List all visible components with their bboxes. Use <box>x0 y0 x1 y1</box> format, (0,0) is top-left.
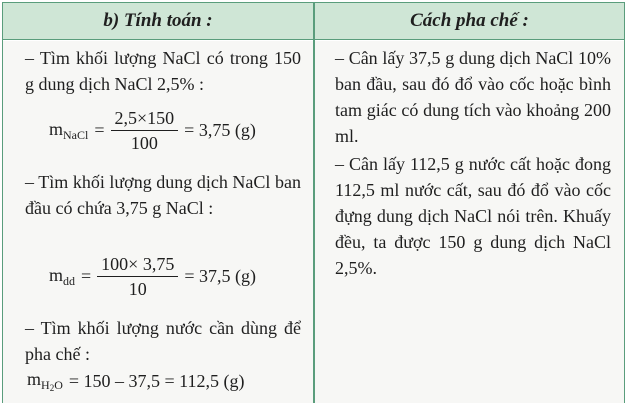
formula-result: = 3,75 (g) <box>184 120 256 140</box>
fraction-numerator: 100× 3,75 <box>97 253 178 277</box>
formula-fraction <box>97 253 178 300</box>
prep-step-2: – Cân lấy 112,5 g nước cất hoặc đong 112,5 ml nước cất, sau đó đổ vào cốc đựng dung dịch NaCl nói trên. Khuấy đều, ta được 150 g dung dịch NaCl 2,5%. <box>335 154 611 278</box>
formula-result: = 37,5 (g) <box>184 266 256 286</box>
fraction-denominator: 100 <box>130 133 158 153</box>
formula-lhs: $m_{H2O}$ <box>27 369 63 393</box>
fraction-numerator: 2,5×150 <box>111 107 179 131</box>
formula-water-mass <box>27 369 244 393</box>
formula-equals: = <box>81 266 92 286</box>
fraction-denominator: 10 <box>128 279 147 299</box>
header-calculation: b) Tính toán : <box>103 10 213 31</box>
calculation-cell <box>3 41 313 403</box>
procedure-table <box>2 2 625 403</box>
formula-equals: = <box>94 120 105 140</box>
formula-nacl-mass <box>49 107 256 154</box>
step-solution-mass: – Tìm khối lượng dung dịch NaCl ban đầu có chứa 3,75 g NaCl : <box>25 172 301 218</box>
step-water-mass: – Tìm khối lượng nước cần dùng để pha chế : <box>25 318 301 364</box>
preparation-cell <box>315 41 624 403</box>
step-nacl-mass: – Tìm khối lượng NaCl có trong 150 g dung dịch NaCl 2,5% : <box>25 48 301 94</box>
formula-fraction <box>111 107 179 154</box>
formula-result: = 150 – 37,5 = 112,5 (g) <box>68 370 245 391</box>
formula-solution-mass <box>49 253 256 300</box>
formula-lhs: $m_{NaCl}$ <box>49 118 89 142</box>
formula-lhs: $m_{dd}$ <box>49 264 76 288</box>
header-preparation: Cách pha chế : <box>410 10 529 31</box>
prep-step-1: – Cân lấy 37,5 g dung dịch NaCl 10% ban đầu, sau đó đổ vào cốc hoặc bình tam giác có dung tích vào khoảng 200 ml. <box>335 48 611 146</box>
